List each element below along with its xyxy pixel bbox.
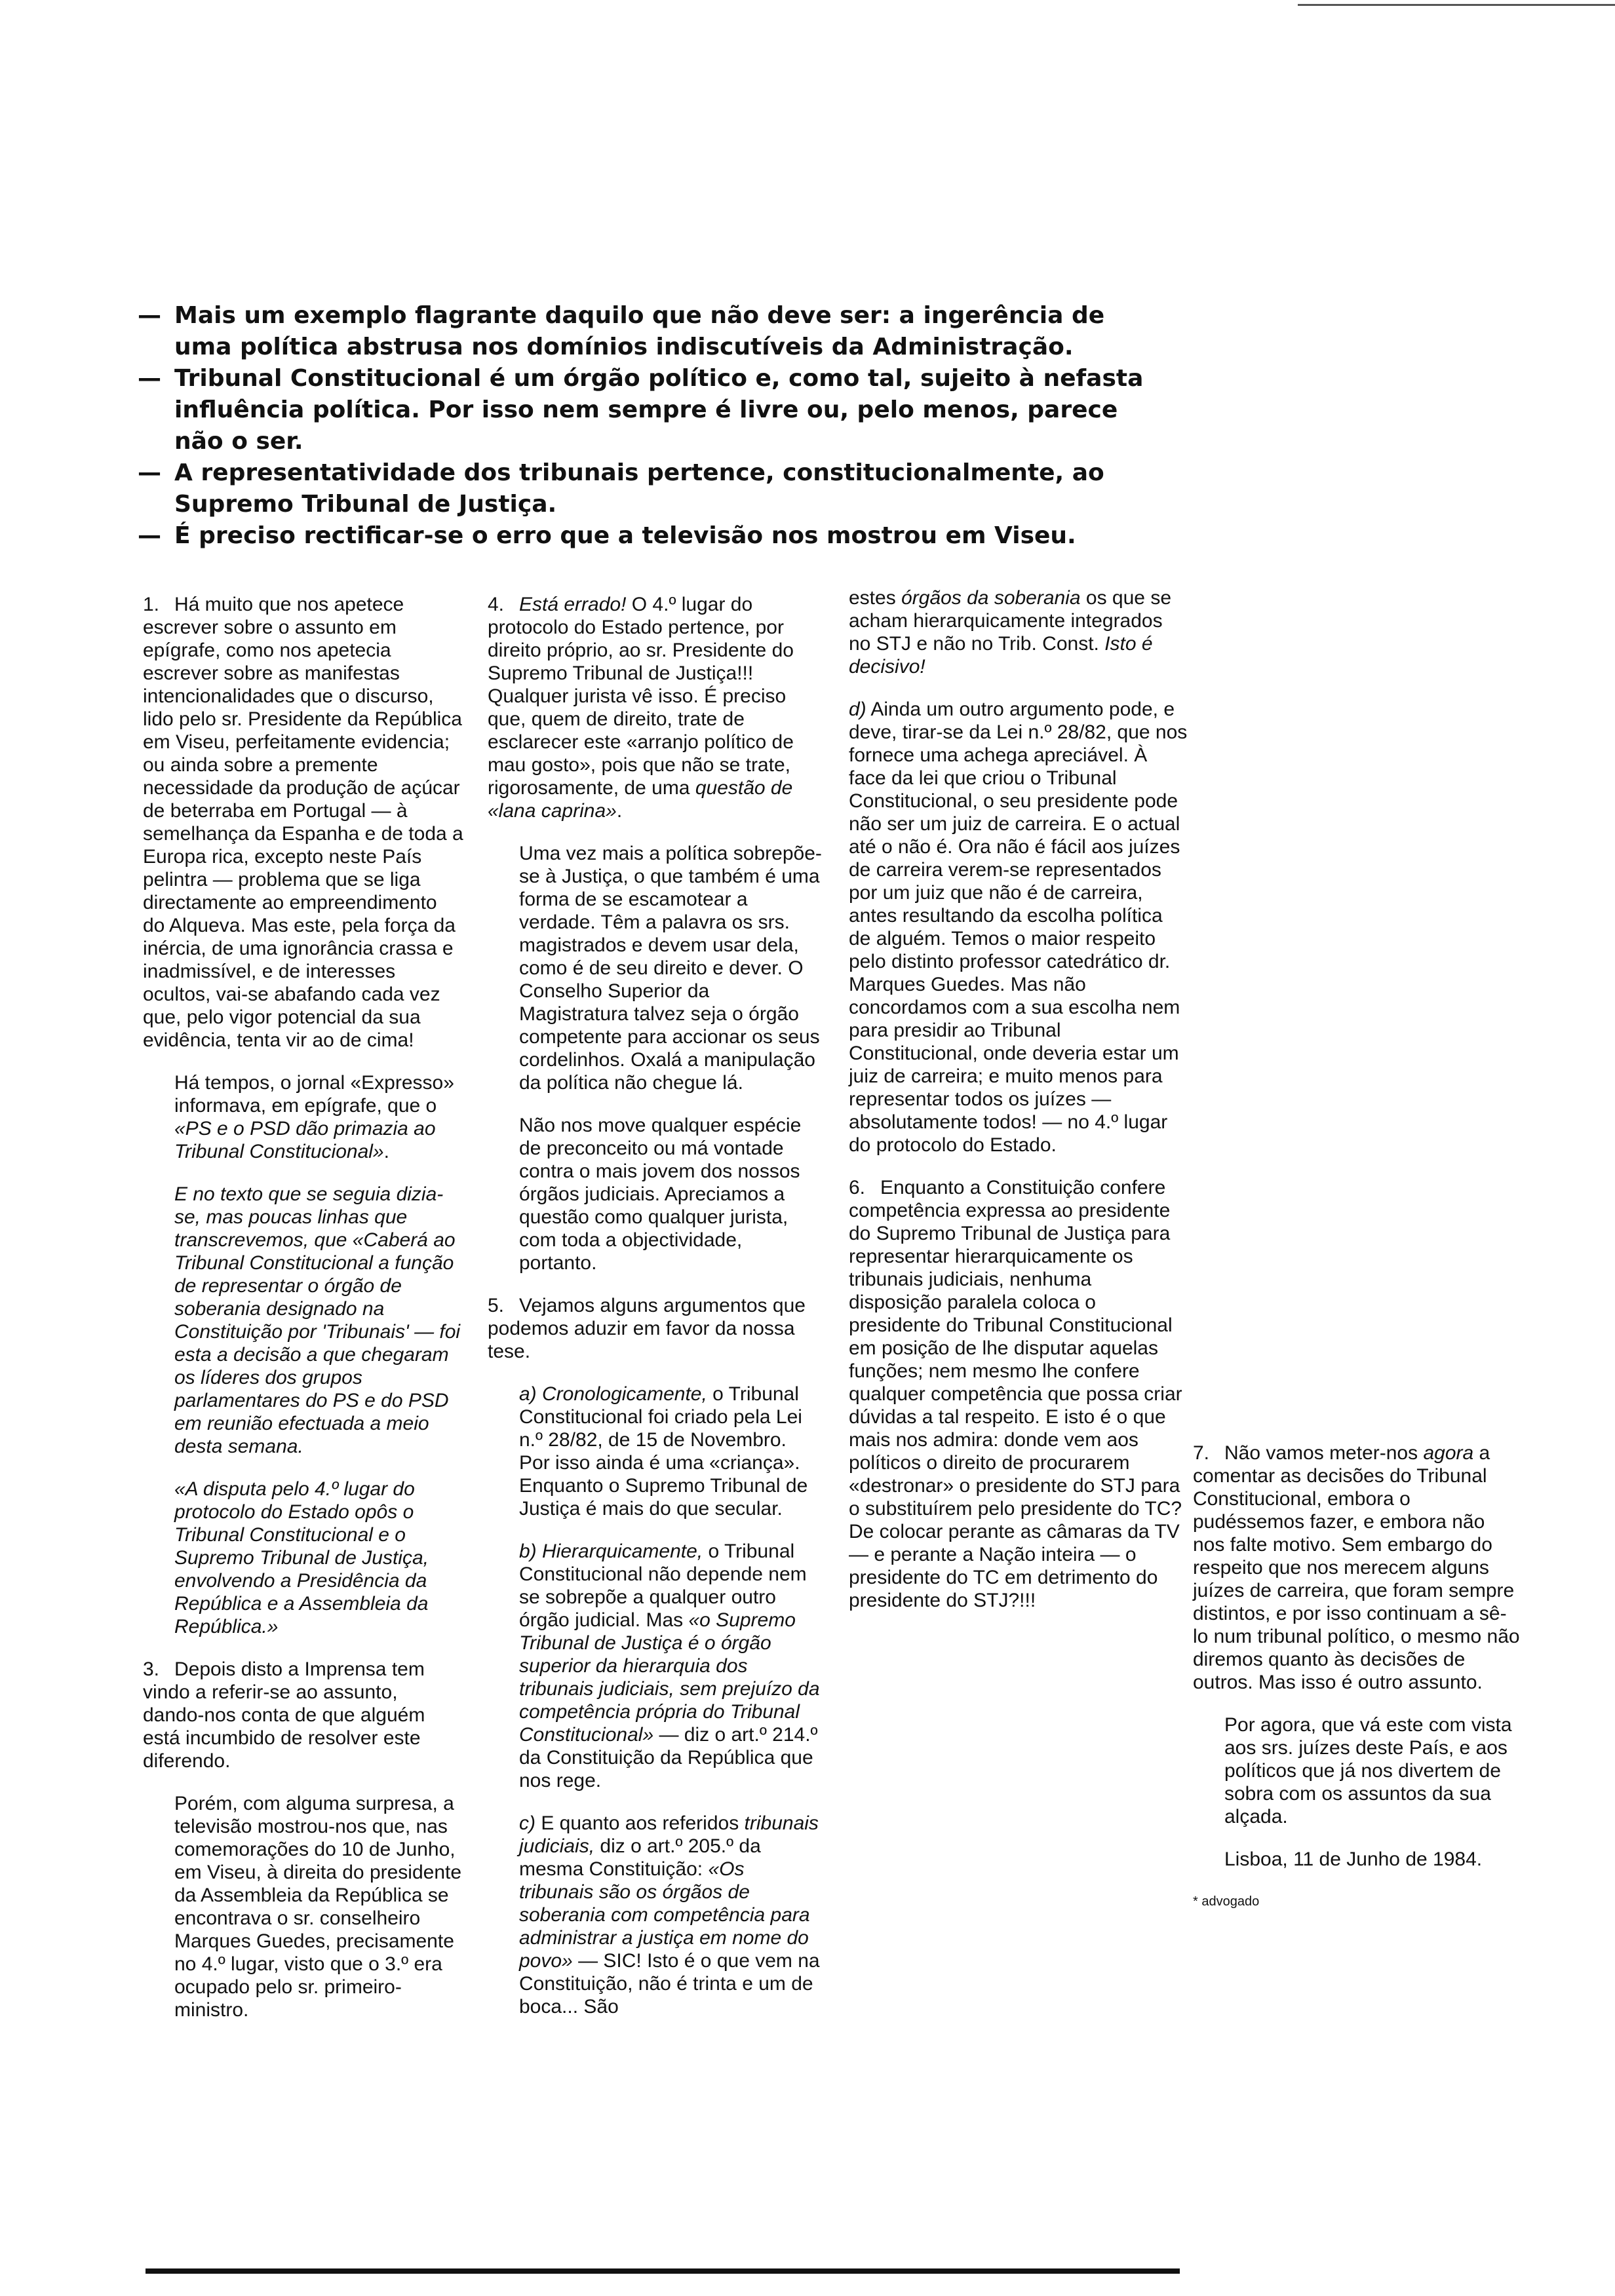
top-edge-rule [1298, 4, 1615, 6]
paragraph-quote-2: «A disputa pelo 4.º lugar do protocolo do Estado opôs o Tribunal Constitucional e o Supremo Tribunal de Justiça, envolvendo a Presidência da República e a Assembleia da República.» [174, 1478, 429, 1637]
paragraph-television: Porém, com alguma surpresa, a televisão mostrou-nos que, nas comemorações do 10 de Junho, em Viseu, à direita do presidente da Assembleia da República se encontrava o sr. conselheiro Marques Guedes, precisamente no 4.º lugar, visto que o 3.º era ocupado pelo sr. primeiro-ministro. [174, 1793, 462, 2021]
paragraph-6: 6. Enquanto a Constituição confere competência expressa ao presidente do Supremo Tribunal de Justiça para representar hierarquicamente os tribunais judiciais, nenhuma disposição paralela coloca o presidente do Tribunal Constitucional em posição de lhe disputar aquelas funções; nem mesmo lhe confere qualquer competência que possa criar dúvidas a tal respeito. E isto é o que mais nos admira: donde vem aos políticos o direito de procurarem «destronar» o presidente do STJ para o substituírem pelo presidente do TC? De colocar perante as câmaras da TV — e perante a Nação inteira — o presidente do TC em detrimento do presidente do STJ?!!! [849, 1177, 1182, 1611]
paragraph-c-continued: estes órgãos da soberania os que se acham hierarquicamente integrados no STJ e não no Trib. Const. Isto é decisivo! [849, 587, 1172, 678]
paragraph-prejudice: Não nos move qualquer espécie de preconceito ou má vontade contra o mais jovem dos nossos órgãos judiciais. Apreciamos a questão como qualquer jurista, com toda a objectividade, portanto. [519, 1115, 802, 1274]
paragraph-closing: Por agora, que vá este com vista aos srs. juízes deste País, e aos políticos que já nos divertem de sobra com os assuntos da sua alçada. [1224, 1714, 1512, 1827]
headline-2: — Tribunal Constitucional é um órgão político e, como tal, sujeito à nefasta influência política. Por isso nem sempre é livre ou, pelo menos, parece não o ser. [138, 365, 1144, 455]
paragraph-expresso: Há tempos, o jornal «Expresso» informava, em epígrafe, que o «PS e o PSD dão primazia ao Tribunal Constitucional». [174, 1072, 454, 1162]
paragraph-1: 1. Há muito que nos apetece escrever sobre o assunto em epígrafe, como nos apetecia escrever sobre as manifestas intencionalidades que o discurso, lido pelo sr. Presidente da República em Viseu, perfeitamente evidencia; ou ainda sobre a premente necessidade da produção de açúcar de beterraba em Portugal — à semelhança da Espanha e de toda a Europa rica, excepto neste País pelintra — problema que se liga directamente ao empreendimento do Alqueva. Mas este, pela força da inércia, de uma ignorância crassa e inadmissível, e de interesses ocultos, vai-se abafando cada vez que, pelo vigor potencial da sua evidência, tenta vir ao de cima! [143, 594, 463, 1051]
paragraph-4: 4. Está errado! O 4.º lugar do protocolo do Estado pertence, por direito próprio, ao sr. Presidente do Supremo Tribunal de Justiça!!! Qualquer jurista vê isso. É preciso que, quem de direito, trate de esclarecer este «arranjo político de mau gosto», pois que não se trate, rigorosamente, de uma questão de «lana caprina». [488, 594, 794, 822]
headline-3: — A representatividade dos tribunais pertence, constitucionalmente, ao Supremo Tribunal de Justiça. [138, 459, 1104, 518]
column-1 [143, 593, 464, 2041]
author-footnote: * advogado [1193, 1894, 1260, 1909]
dateline: Lisboa, 11 de Junho de 1984. [1224, 1848, 1483, 1870]
argument-c: c) E quanto aos referidos tribunais judiciais, diz o art.º 205.º da mesma Constituição: «Os tribunais são os órgãos de soberania com competência para administrar a justiça em nome do povo» — SIC! Isto é o que vem na Constituição, não é trinta e um de boca... São [519, 1812, 820, 2018]
column-2 [488, 593, 822, 2038]
headlines [138, 300, 1213, 552]
headline-1: — Mais um exemplo flagrante daquilo que não deve ser: a ingerência de uma política abstrusa nos domínios indiscutíveis da Administração. [138, 302, 1105, 360]
column-3 [849, 586, 1190, 1632]
argument-a: a) Cronologicamente, o Tribunal Constitucional foi criado pela Lei n.º 28/82, de 15 de Novembro. Por isso ainda é uma «criança». Enquanto o Supremo Tribunal de Justiça é mais do que secular. [519, 1383, 808, 1520]
paragraph-5: 5. Vejamos alguns argumentos que podemos aduzir em favor da nossa tese. [488, 1295, 806, 1362]
paragraph-3: 3. Depois disto a Imprensa tem vindo a referir-se ao assunto, dando-nos conta de que alguém está incumbido de resolver este diferendo. [143, 1658, 425, 1772]
headline-4: — É preciso rectificar-se o erro que a televisão nos mostrou em Viseu. [138, 522, 1076, 549]
paragraph-7: 7. Não vamos meter-nos agora a comentar as decisões do Tribunal Constitucional, embora o pudéssemos fazer, e embora não nos falte motivo. Sem embargo do respeito que nos merecem alguns juízes de carreira, que foram sempre distintos, e por isso continuam a sê-lo num tribunal político, o mesmo não diremos quanto às decisões de outros. Mas isso é outro assunto. [1193, 1442, 1520, 1693]
argument-b: b) Hierarquicamente, o Tribunal Constitucional não depende nem se sobrepõe a qualquer outro órgão judicial. Mas «o Supremo Tribunal de Justiça é o órgão superior da hierarquia dos tribunais judiciais, sem prejuízo da competência própria do Tribunal Constitucional» — diz o art.º 214.º da Constituição da República que nos rege. [519, 1540, 820, 1791]
column-4 [1193, 1442, 1521, 1933]
paragraph-quote-1: E no texto que se seguia dizia-se, mas poucas linhas que transcrevemos, que «Caberá ao Tribunal Constitucional a função de representar o órgão de soberania designado na Constituição por 'Tribunais' — foi esta a decisão a que chegaram os líderes dos grupos parlamentares do PS e do PSD em reunião efectuada a meio desta semana. [174, 1183, 461, 1457]
bottom-rule [146, 2268, 1180, 2274]
argument-d: d) Ainda um outro argumento pode, e deve, tirar-se da Lei n.º 28/82, que nos fornece uma achega apreciável. À face da lei que criou o Tribunal Constitucional, o seu presidente pode não ser um juiz de carreira. E o actual até o não é. Ora não é fácil aos juízes de carreira verem-se representados por um juiz que não é de carreira, antes resultando da escolha política de alguém. Temos o maior respeito pelo distinto professor catedrático dr. Marques Guedes. Mas não concordamos com a sua escolha nem para presidir ao Tribunal Constitucional, onde deveria estar um juiz de carreira; e muito menos para representar todos os juízes — absolutamente todos! — no 4.º lugar do protocolo do Estado. [849, 698, 1188, 1156]
paragraph-politics: Uma vez mais a política sobrepõe-se à Justiça, o que também é uma forma de se escamotear a verdade. Têm a palavra os srs. magistrados e devem usar dela, como é de seu direito e dever. O Conselho Superior da Magistratura talvez seja o órgão competente para accionar os seus cordelinhos. Oxalá a manipulação da política não chegue lá. [519, 843, 822, 1094]
